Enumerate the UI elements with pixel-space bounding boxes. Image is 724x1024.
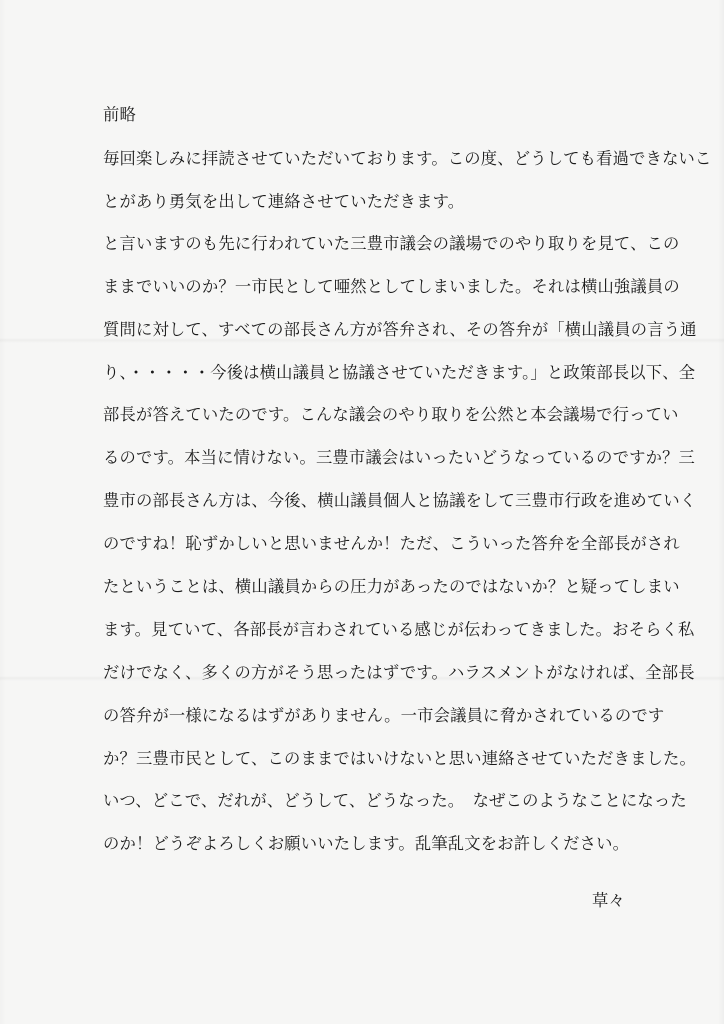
- letter-line: 毎回楽しみに拝読させていただいております。この度、どうしても看過できないこ: [103, 149, 712, 168]
- letter-line: り、・・・・・今後は横山議員と協議させていただきます。」と政策部長以下、全: [103, 363, 696, 382]
- letter-line: と言いますのも先に行われていた三豊市議会の議場でのやり取りを見て、この: [103, 234, 680, 253]
- letter-line: るのです。本当に情けない。三豊市議会はいったいどうなっているのですか？三: [103, 448, 696, 467]
- letter-line: 豊市の部長さん方は、今後、横山議員個人と協議をして三豊市行政を進めていく: [103, 491, 697, 510]
- letter-line: 部長が答えていたのです。こんな議会のやり取りを公然と本会議場で行ってい: [103, 405, 679, 424]
- closing: 草々: [592, 891, 625, 910]
- letter-line: たということは、横山議員からの圧力があったのではないか？と疑ってしまい: [103, 577, 680, 596]
- letter-line: だけでなく、多くの方がそう思ったはずです。ハラスメントがなければ、全部長: [103, 663, 695, 682]
- letter-line: のですね！恥ずかしいと思いませんか！ただ、こういった答弁を全部長がされ: [103, 534, 680, 553]
- letter-line: ままでいいのか？一市民として唖然としてしまいました。それは横山強議員の: [103, 277, 680, 296]
- letter-line: 質問に対して、すべての部長さん方が答弁され、その答弁が「横山議員の言う通: [103, 320, 697, 339]
- letter-line: のか！どうぞよろしくお願いいたします。乱筆乱文をお許しください。: [103, 834, 630, 853]
- letter-line: ます。見ていて、各部長が言わされている感じが伝わってきました。おそらく私: [103, 620, 695, 639]
- letter-line: いつ、どこで、だれが、どうして、どうなった。 なぜこのようなことになった: [103, 791, 687, 810]
- letter-line: か？三豊市民として、このままではいけないと思い連絡させていただきました。: [103, 749, 697, 768]
- greeting: 前略: [103, 105, 136, 124]
- letter-line: とがあり勇気を出して連絡させていただきます。: [103, 192, 465, 211]
- letter-line: の答弁が一様になるはずがありません。一市会議員に脅かされているのです: [103, 706, 665, 725]
